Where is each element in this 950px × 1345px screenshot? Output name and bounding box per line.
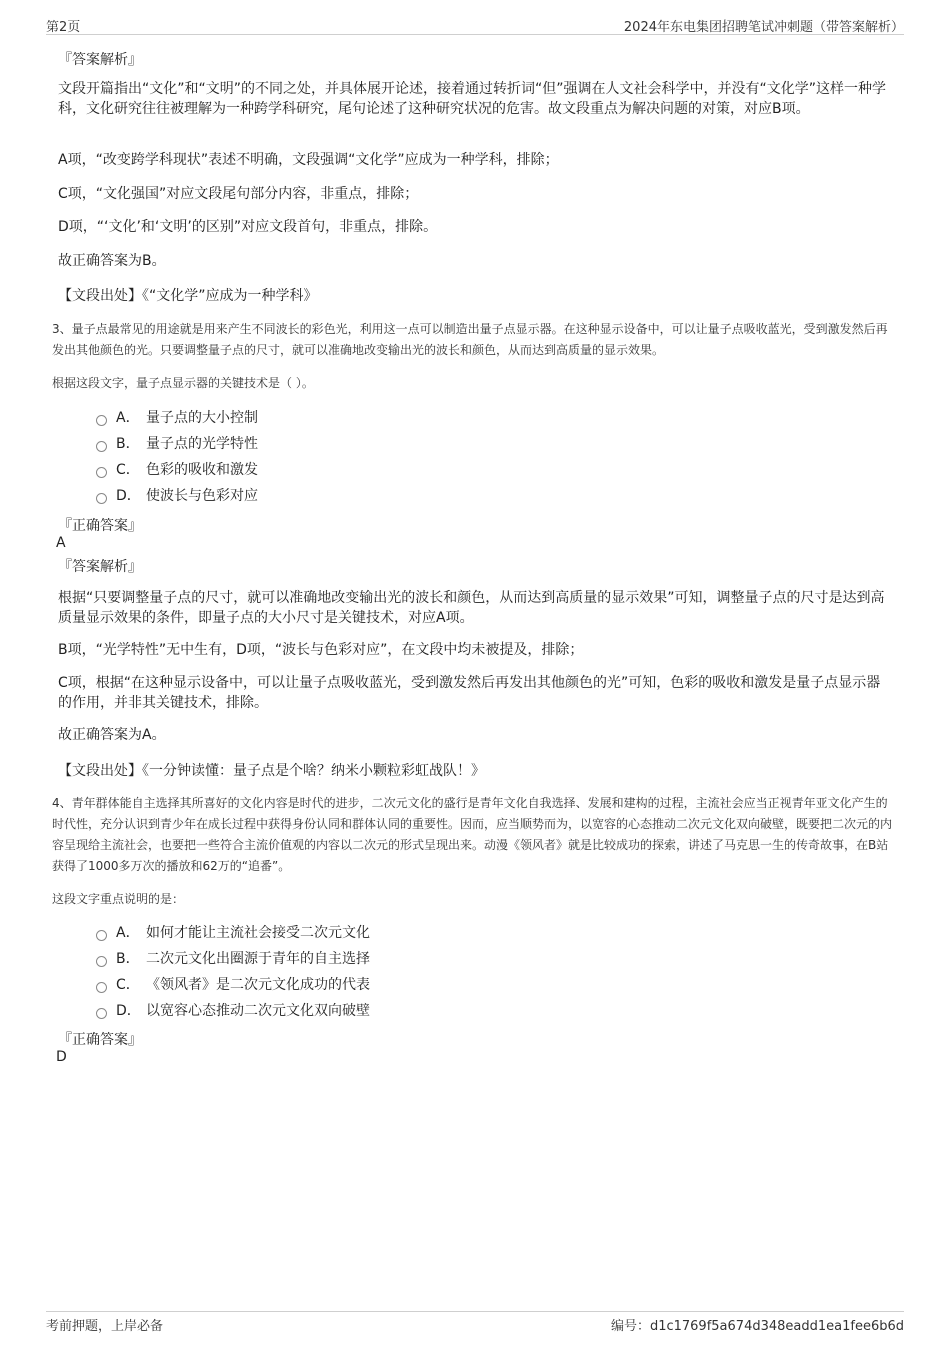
q3-prompt: 根据这段文字，量子点显示器的关键技术是（ ）。 xyxy=(52,376,314,390)
q3-option-b[interactable]: B． 量子点的光学特性 xyxy=(96,434,258,454)
q3-analysis-paragraph-1: 根据“只要调整量子点的尺寸，就可以准确地改变输出光的波长和颜色，从而达到高质量的显示效果”可知，调整量子点的尺寸是达到高质量显示效果的条件，即量子点的大小尺寸是关键技术，对应A项。 xyxy=(58,590,885,626)
radio-button[interactable] xyxy=(96,441,107,452)
q2-source: 【文段出处】《“文化学”应成为一种学科》 xyxy=(58,288,318,304)
q4-option-d[interactable]: D． 以宽容心态推动二次元文化双向破壁 xyxy=(96,1001,370,1021)
q3-option-d[interactable]: D． 使波长与色彩对应 xyxy=(96,486,258,506)
q2-analysis-paragraph-2: A项，“改变跨学科现状”表述不明确，文段强调“文化学”应成为一种学科，排除； xyxy=(58,152,559,168)
q4-option-a[interactable]: A． 如何才能让主流社会接受二次元文化 xyxy=(96,923,370,943)
q3-analysis-paragraph-3: C项，根据“在这种显示设备中，可以让量子点吸收蓝光，受到激发然后再发出其他颜色的光”可知，色彩的吸收和激发是量子点显示器的作用，并非其关键技术，排除。 xyxy=(58,675,881,711)
q3-analysis-label: 『答案解析』 xyxy=(58,559,142,575)
q2-analysis-paragraph-4: D项，“‘文化’和‘文明’的区别”对应文段首句，非重点，排除。 xyxy=(58,219,438,235)
page-header xyxy=(46,14,904,35)
q4-option-c[interactable]: C． 《领风者》是二次元文化成功的代表 xyxy=(96,975,370,995)
q2-analysis-label: 『答案解析』 xyxy=(58,52,142,68)
radio-button[interactable] xyxy=(96,493,107,504)
radio-button[interactable] xyxy=(96,930,107,941)
q3-analysis-paragraph-2: B项，“光学特性”无中生有，D项，“波长与色彩对应”，在文段中均未被提及，排除； xyxy=(58,642,584,658)
q2-analysis-paragraph-1: 文段开篇指出“文化”和“文明”的不同之处，并具体展开论述，接着通过转折词“但”强调在人文社会科学中，并没有“文化学”这样一种学科，文化研究往往被理解为一种跨学科研究，尾句论述了这种研究状况的危害。故文段重点为解决问题的对策，对应B项。 xyxy=(58,81,887,117)
q3-analysis-paragraph-4: 故正确答案为A。 xyxy=(58,727,166,743)
radio-button[interactable] xyxy=(96,415,107,426)
document-title: 2024年东电集团招聘笔试冲刺题（带答案解析） xyxy=(623,20,904,35)
radio-button[interactable] xyxy=(96,1008,107,1019)
q3-option-c[interactable]: C． 色彩的吸收和激发 xyxy=(96,460,258,480)
radio-button[interactable] xyxy=(96,467,107,478)
q3-option-a[interactable]: A． 量子点的大小控制 xyxy=(96,408,258,428)
q4-answer-label: 『正确答案』 xyxy=(58,1032,142,1048)
q2-analysis-paragraph-3: C项，“文化强国”对应文段尾句部分内容，非重点，排除； xyxy=(58,186,419,202)
q4-prompt: 这段文字重点说明的是： xyxy=(52,892,185,906)
q4-answer: D xyxy=(56,1049,67,1065)
page-footer xyxy=(46,1311,904,1336)
q3-answer: A xyxy=(56,535,66,551)
q4-option-b[interactable]: B． 二次元文化出圈源于青年的自主选择 xyxy=(96,949,370,969)
radio-button[interactable] xyxy=(96,982,107,993)
radio-button[interactable] xyxy=(96,956,107,967)
document-code: 编号：d1c1769f5a674d348eadd1ea1fee6b6d xyxy=(610,1319,904,1334)
q3-stem: 3、量子点最常见的用途就是用来产生不同波长的彩色光，利用这一点可以制造出量子点显示器。在这种显示设备中，可以让量子点吸收蓝光，受到激发然后再发出其他颜色的光。只要调整量子点的尺寸，就可以准确地改变输出光的波长和颜色，从而达到高质量的显示效果。 xyxy=(52,322,888,357)
q2-analysis-paragraph-5: 故正确答案为B。 xyxy=(58,253,166,269)
q3-answer-label: 『正确答案』 xyxy=(58,518,142,534)
q4-stem: 4、青年群体能自主选择其所喜好的文化内容是时代的进步，二次元文化的盛行是青年文化自我选择、发展和建构的过程，主流社会应当正视青年亚文化产生的时代性，充分认识到青少年在成长过程中获得身份认同和群体认同的重要性。因而，应当顺势而为，以宽容的心态推动二次元文化双向破壁，既要把二次元的内容呈现给主流社会，也要把一些符合主流价值观的内容以二次元的形式呈现出来。动漫《领风者》就是比较成功的探索，讲述了马克思一生的传奇故事，在B站获得了1000多万次的播放和62万的“追番”。 xyxy=(52,796,893,873)
footer-slogan: 考前押题，上岸必备 xyxy=(46,1319,164,1334)
q3-source: 【文段出处】《一分钟读懂：量子点是个啥？纳米小颗粒彩虹战队！》 xyxy=(58,763,485,779)
page-number: 第2页 xyxy=(46,20,81,35)
